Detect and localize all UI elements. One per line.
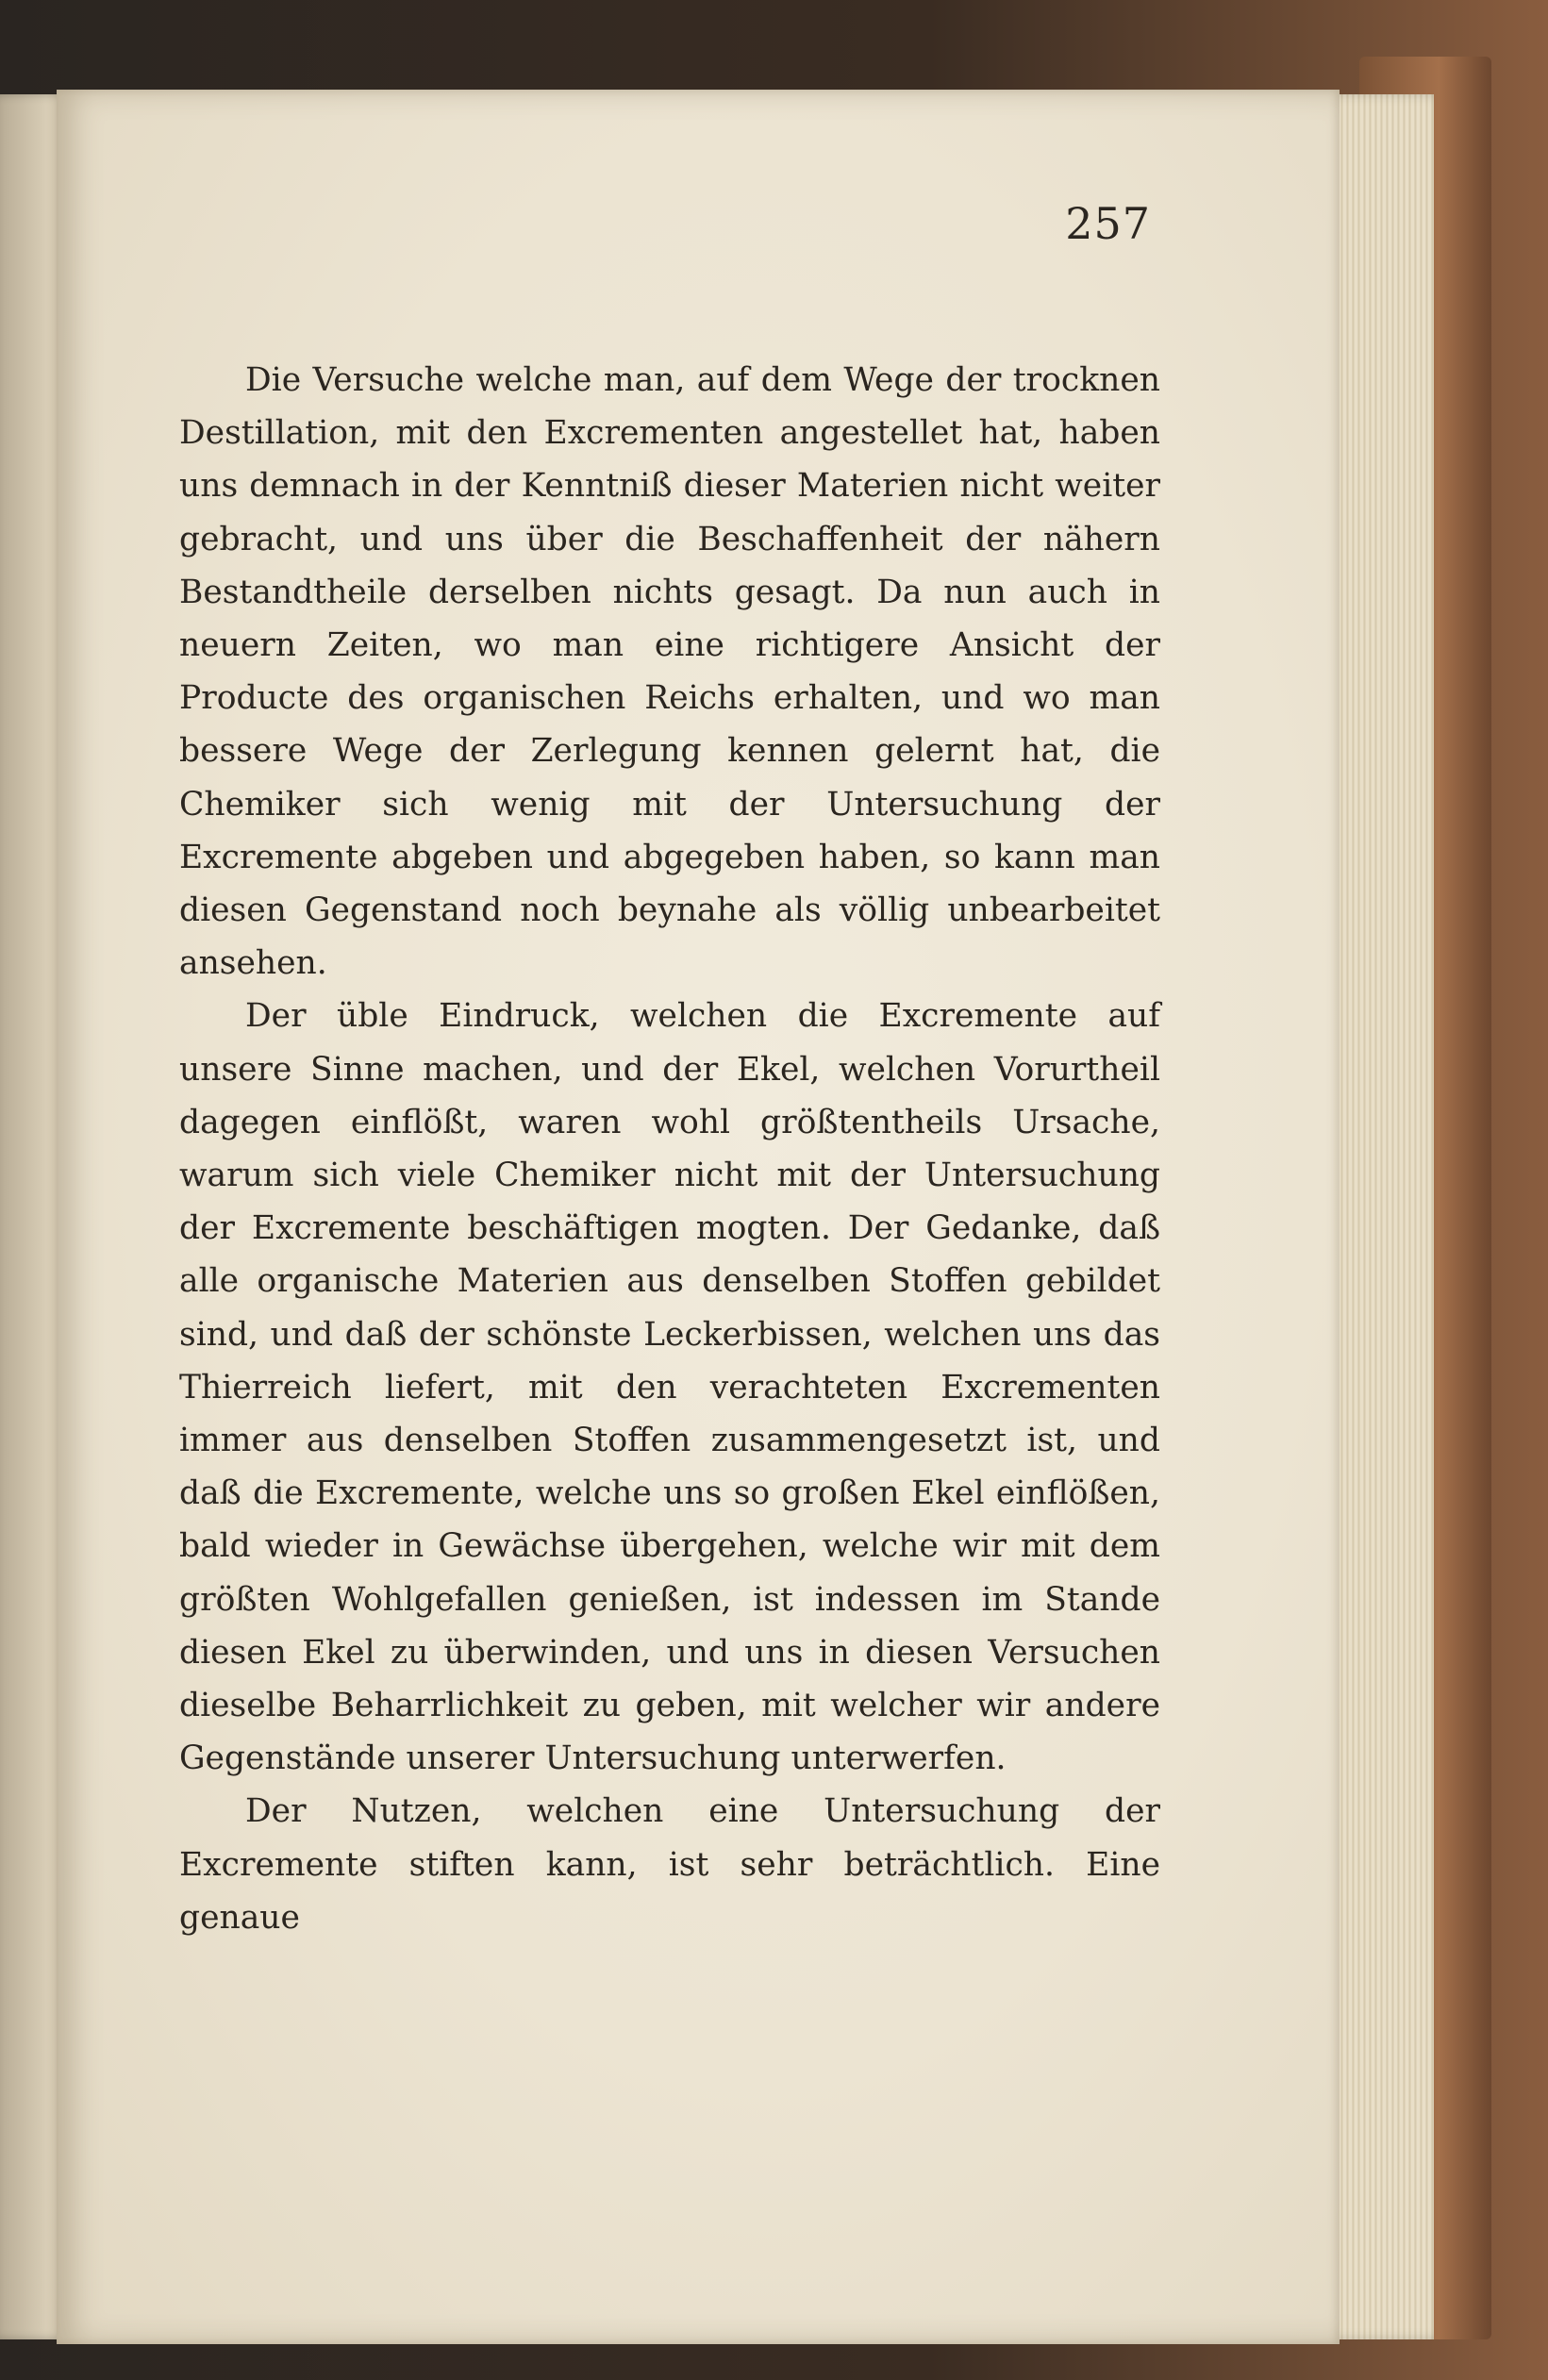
page-text: [179, 354, 1160, 1944]
paragraph-1: Die Versuche welche man, auf dem Wege der trocknen Destillation, mit den Excrementen angestellet hat, haben uns demnach in der Kenntniß dieser Materien nicht weiter gebracht, und uns über die Beschaffenheit der nähern Bestandtheile derselben nichts gesagt. Da nun auch in neuern Zeiten, wo man eine richtigere Ansicht der Producte des organischen Reichs erhalten, und wo man bessere Wege der Zerlegung kennen gelernt hat, die Chemiker sich wenig mit der Untersuchung der Excremente abgeben und abgegeben haben, so kann man diesen Gegenstand noch beynahe als völlig unbearbeitet ansehen.: [179, 361, 1160, 983]
paragraph-3: Der Nutzen, welchen eine Untersuchung der Excremente stiften kann, ist sehr beträchtlich. Eine genaue: [179, 1792, 1160, 1937]
page-number: 257: [1065, 198, 1151, 249]
paragraph-2: Der üble Eindruck, welchen die Excremente auf unsere Sinne machen, und der Ekel, welchen Vorurtheil dagegen einflößt, waren wohl größtentheils Ursache, warum sich viele Chemiker nicht mit der Untersuchung der Excremente beschäftigen mogten. Der Gedanke, daß alle organische Materien aus denselben Stoffen gebildet sind, und daß der schönste Leckerbissen, welchen uns das Thierreich liefert, mit den verachteten Excrementen immer aus denselben Stoffen zusammengesetzt ist, und daß die Excremente, welche uns so großen Ekel einflößen, bald wieder in Gewächse übergehen, welche wir mit dem größten Wohlgefallen genießen, ist indessen im Stande diesen Ekel zu überwinden, und uns in diesen Versuchen dieselbe Beharrlichkeit zu geben, mit welcher wir andere Gegenstände unserer Untersuchung unterwerfen.: [179, 997, 1160, 1778]
